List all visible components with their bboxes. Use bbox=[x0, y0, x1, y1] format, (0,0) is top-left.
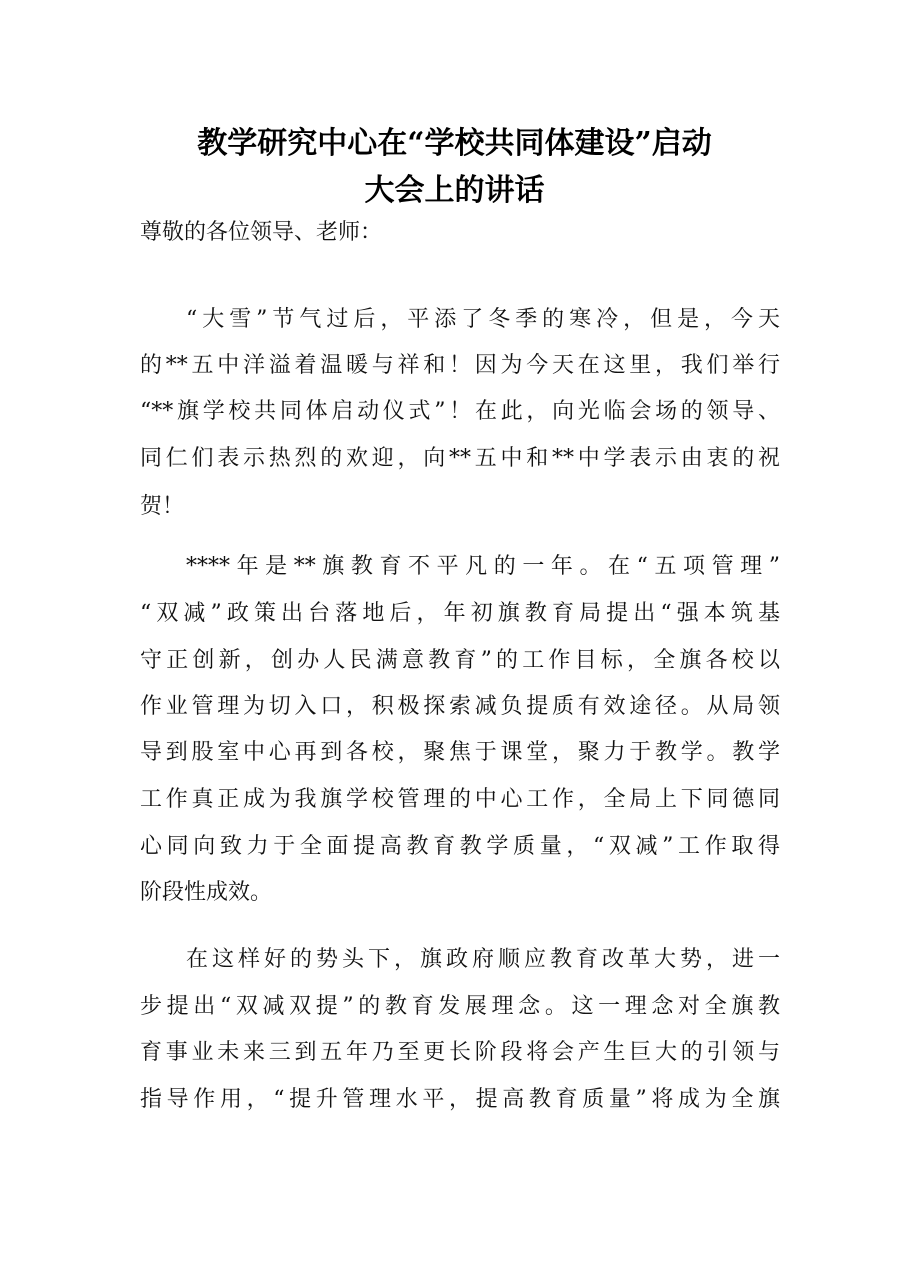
paragraph-2-line-1: ****年是**旗教育不平凡的一年。在“五项管理” bbox=[186, 554, 780, 579]
paragraph-2-line-7: 心同向致力于全面提高教育教学质量，“双减”工作取得 bbox=[140, 834, 780, 859]
paragraph-3-line-4: 指导作用，“提升管理水平，提高教育质量”将成为全旗 bbox=[140, 1087, 780, 1112]
paragraph-2-line-8: 阶段性成效。 bbox=[140, 880, 273, 905]
paragraph-1-line-5: 贺！ bbox=[140, 494, 185, 519]
paragraph-1-line-4: 同仁们表示热烈的欢迎，向**五中和**中学表示由衷的祝 bbox=[140, 446, 780, 471]
document-title-line-1: 教学研究中心在“学校共同体建设”启动 bbox=[197, 126, 712, 161]
paragraph-3-line-3: 育事业未来三到五年乃至更长阶段将会产生巨大的引领与 bbox=[140, 1040, 780, 1065]
paragraph-2-line-3: 守正创新，创办人民满意教育”的工作目标，全旗各校以 bbox=[140, 648, 780, 673]
paragraph-2-line-2: “双减”政策出台落地后，年初旗教育局提出“强本筑基 bbox=[140, 601, 780, 626]
paragraph-3-line-2: 步提出“双减双提”的教育发展理念。这一理念对全旗教 bbox=[140, 994, 780, 1019]
paragraph-2-line-6: 工作真正成为我旗学校管理的中心工作，全局上下同德同 bbox=[140, 787, 780, 812]
paragraph-1-line-2: 的**五中洋溢着温暖与祥和！因为今天在这里，我们举行 bbox=[140, 353, 780, 378]
salutation: 尊敬的各位领导、老师： bbox=[140, 220, 383, 245]
document-title-line-2: 大会上的讲话 bbox=[364, 173, 545, 208]
paragraph-3-line-1: 在这样好的势头下，旗政府顺应教育改革大势，进一 bbox=[186, 947, 780, 972]
paragraph-2-line-5: 导到股室中心再到各校，聚焦于课堂，聚力于教学。教学 bbox=[140, 740, 780, 765]
paragraph-2-line-4: 作业管理为切入口，积极探索减负提质有效途径。从局领 bbox=[140, 694, 780, 719]
paragraph-1-line-3: “**旗学校共同体启动仪式”！在此，向光临会场的领导、 bbox=[140, 399, 780, 424]
paragraph-1-line-1: “大雪”节气过后，平添了冬季的寒冷，但是，今天 bbox=[186, 307, 780, 332]
